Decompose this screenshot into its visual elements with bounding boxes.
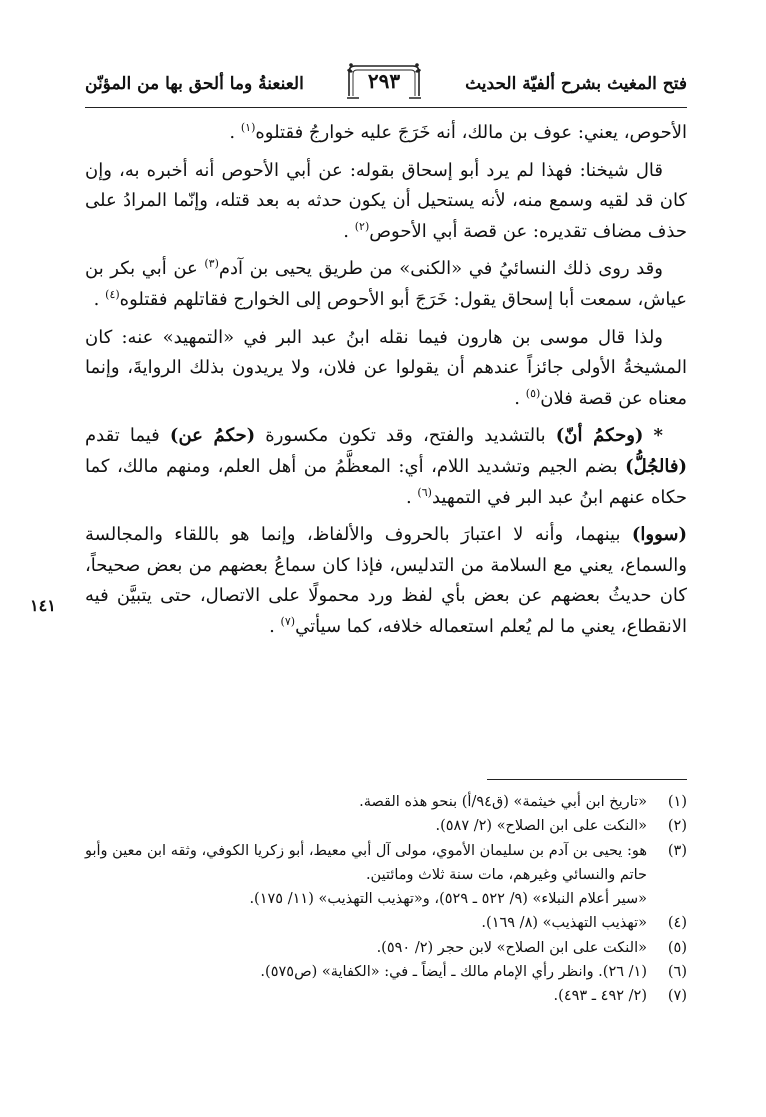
term-sawa: (سووا): [631, 524, 687, 546]
running-header: [85, 62, 687, 110]
footnote-ref-6[interactable]: (٦): [417, 485, 432, 499]
footnote-ref-2[interactable]: (٢): [354, 219, 370, 233]
term-wa-hukm-anna: (وحكمُ أنّ): [555, 425, 644, 447]
paragraph-4: ولذا قال موسى بن هارون فيما نقله ابنُ عبد البر في «التمهيد» عنه: كان المشيخةُ الأولى جائزاً عندهم أن يقولوا عن فلان، ولا يريدون بذلك الروايةَ، وإنما معناه عن قصة فلان$^{(٥)}$ .: [85, 326, 687, 409]
footnote-1: (١) «تاريخ ابن أبي خيثمة» (ق٩٤/أ) بنحو هذه القصة.: [359, 794, 687, 810]
paragraph-3: وقد روى ذلك النسائيُ في «الكنى» من طريق يحيى بن آدم$^{(٣)}$ عن أبي بكر بن عياش، سمعت أبا إسحاق يقول: خَرَجَ أبو الأحوص إلى الخوارج فقاتلهم فقتلوه$^{(٤)}$ .: [85, 257, 687, 310]
page-number: ٢٩٣: [367, 69, 401, 93]
footnote-ref-1[interactable]: (١): [240, 121, 256, 134]
term-fal-jull: (فالجُلُّ): [625, 455, 687, 477]
footnote-4: (٤) «تهذيب التهذيب» (٨/ ١٦٩).: [481, 915, 687, 932]
margin-verse-number: ١٤١: [30, 596, 56, 615]
book-title: فتح المغيث بشرح ألفيّة الحديث: [465, 74, 687, 94]
paragraph-2: قال شيخنا: فهذا لم يرد أبو إسحاق بقوله: عن أبي الأحوص أنه أخبره به، وإن كان قد لقيه وسمع منه، لأنه يستحيل أن يكون حدثه به بعد قتله، وإنّما المرادُ على حذف مضاف تقديره: عن قصة أبي الأحوص$^{(٢)}$ .: [85, 159, 687, 242]
paragraph-6: (سووا) بينهما، وأنه لا اعتبارَ بالحروف والألفاظ، وإنما هو باللقاء والمجالسة والسماع، يعني مع السلامة من التدليس، فإذا كان سماعُ بعضهم من بعض صحيحاً، كان حديثُ بعضهم عن بعض بأي لفظ ورد محمولًا على الاتصال، حتى يتبيَّن فيه الانقطاع، يعني ما لم يُعلم استعماله خلافه، كما سيأتي$^{(٧)}$ .: [85, 524, 687, 637]
main-text: [85, 118, 687, 650]
paragraph-1: الأحوص، يعني: عوف بن مالك، أنه خَرَجَ عليه خوارجُ فقتلوه$^{(١)}$ .: [229, 121, 687, 143]
footnote-ref-3[interactable]: (٣): [204, 257, 219, 271]
footnote-ref-5[interactable]: (٥): [525, 386, 541, 400]
footnotes: [85, 790, 687, 1009]
footnote-5: (٥) «النكت على ابن الصلاح» لابن حجر (٢/ ٥٩٠).: [376, 939, 687, 956]
chapter-title: العنعنةُ وما ألحق بها من المؤنّن: [85, 74, 304, 94]
header-rule: [85, 107, 687, 108]
footnote-ref-7[interactable]: (٧): [280, 614, 296, 628]
footnote-2: (٢) «النكت على ابن الصلاح» (٢/ ٥٨٧).: [435, 818, 687, 835]
footnote-3: (٣) هو: يحيى بن آدم بن سليمان الأموي، مولى آل أبي معيط، أبو زكريا الكوفي، وثقه ابن معين وأبو حاتم والنسائي وغيرهم، مات سنة ثلاث ومائتين.: [85, 842, 687, 883]
term-hukm-an: (حكمُ عن): [169, 425, 256, 447]
star-marker: *: [653, 425, 663, 447]
page-number-ornament: [345, 62, 423, 100]
footnote-3-sources: «سير أعلام النبلاء» (٩/ ٥٢٢ ـ ٥٢٩)، و«تهذيب التهذيب» (١١/ ١٧٥).: [249, 891, 647, 908]
paragraph-5: * (وحكمُ أنّ) بالتشديد والفتح، وقد تكون مكسورة (حكمُ عن) فيما تقدم (فالجُلُّ) بضم الجيم وتشديد اللام، أي: المعظَّمُ من أهل العلم، ومنهم مالك، كما حكاه عنهم ابنُ عبد البر في التمهيد$^{(٦)}$ .: [85, 425, 687, 508]
footnote-7: (٧) (٢/ ٤٩٢ ـ ٤٩٣).: [553, 988, 687, 1005]
footnote-separator: [487, 779, 687, 780]
footnote-ref-4[interactable]: (٤): [105, 287, 120, 301]
footnote-6: (٦) (١/ ٢٦). وانظر رأي الإمام مالك ـ أيضاً ـ في: «الكفاية» (ص٥٧٥).: [260, 964, 687, 981]
